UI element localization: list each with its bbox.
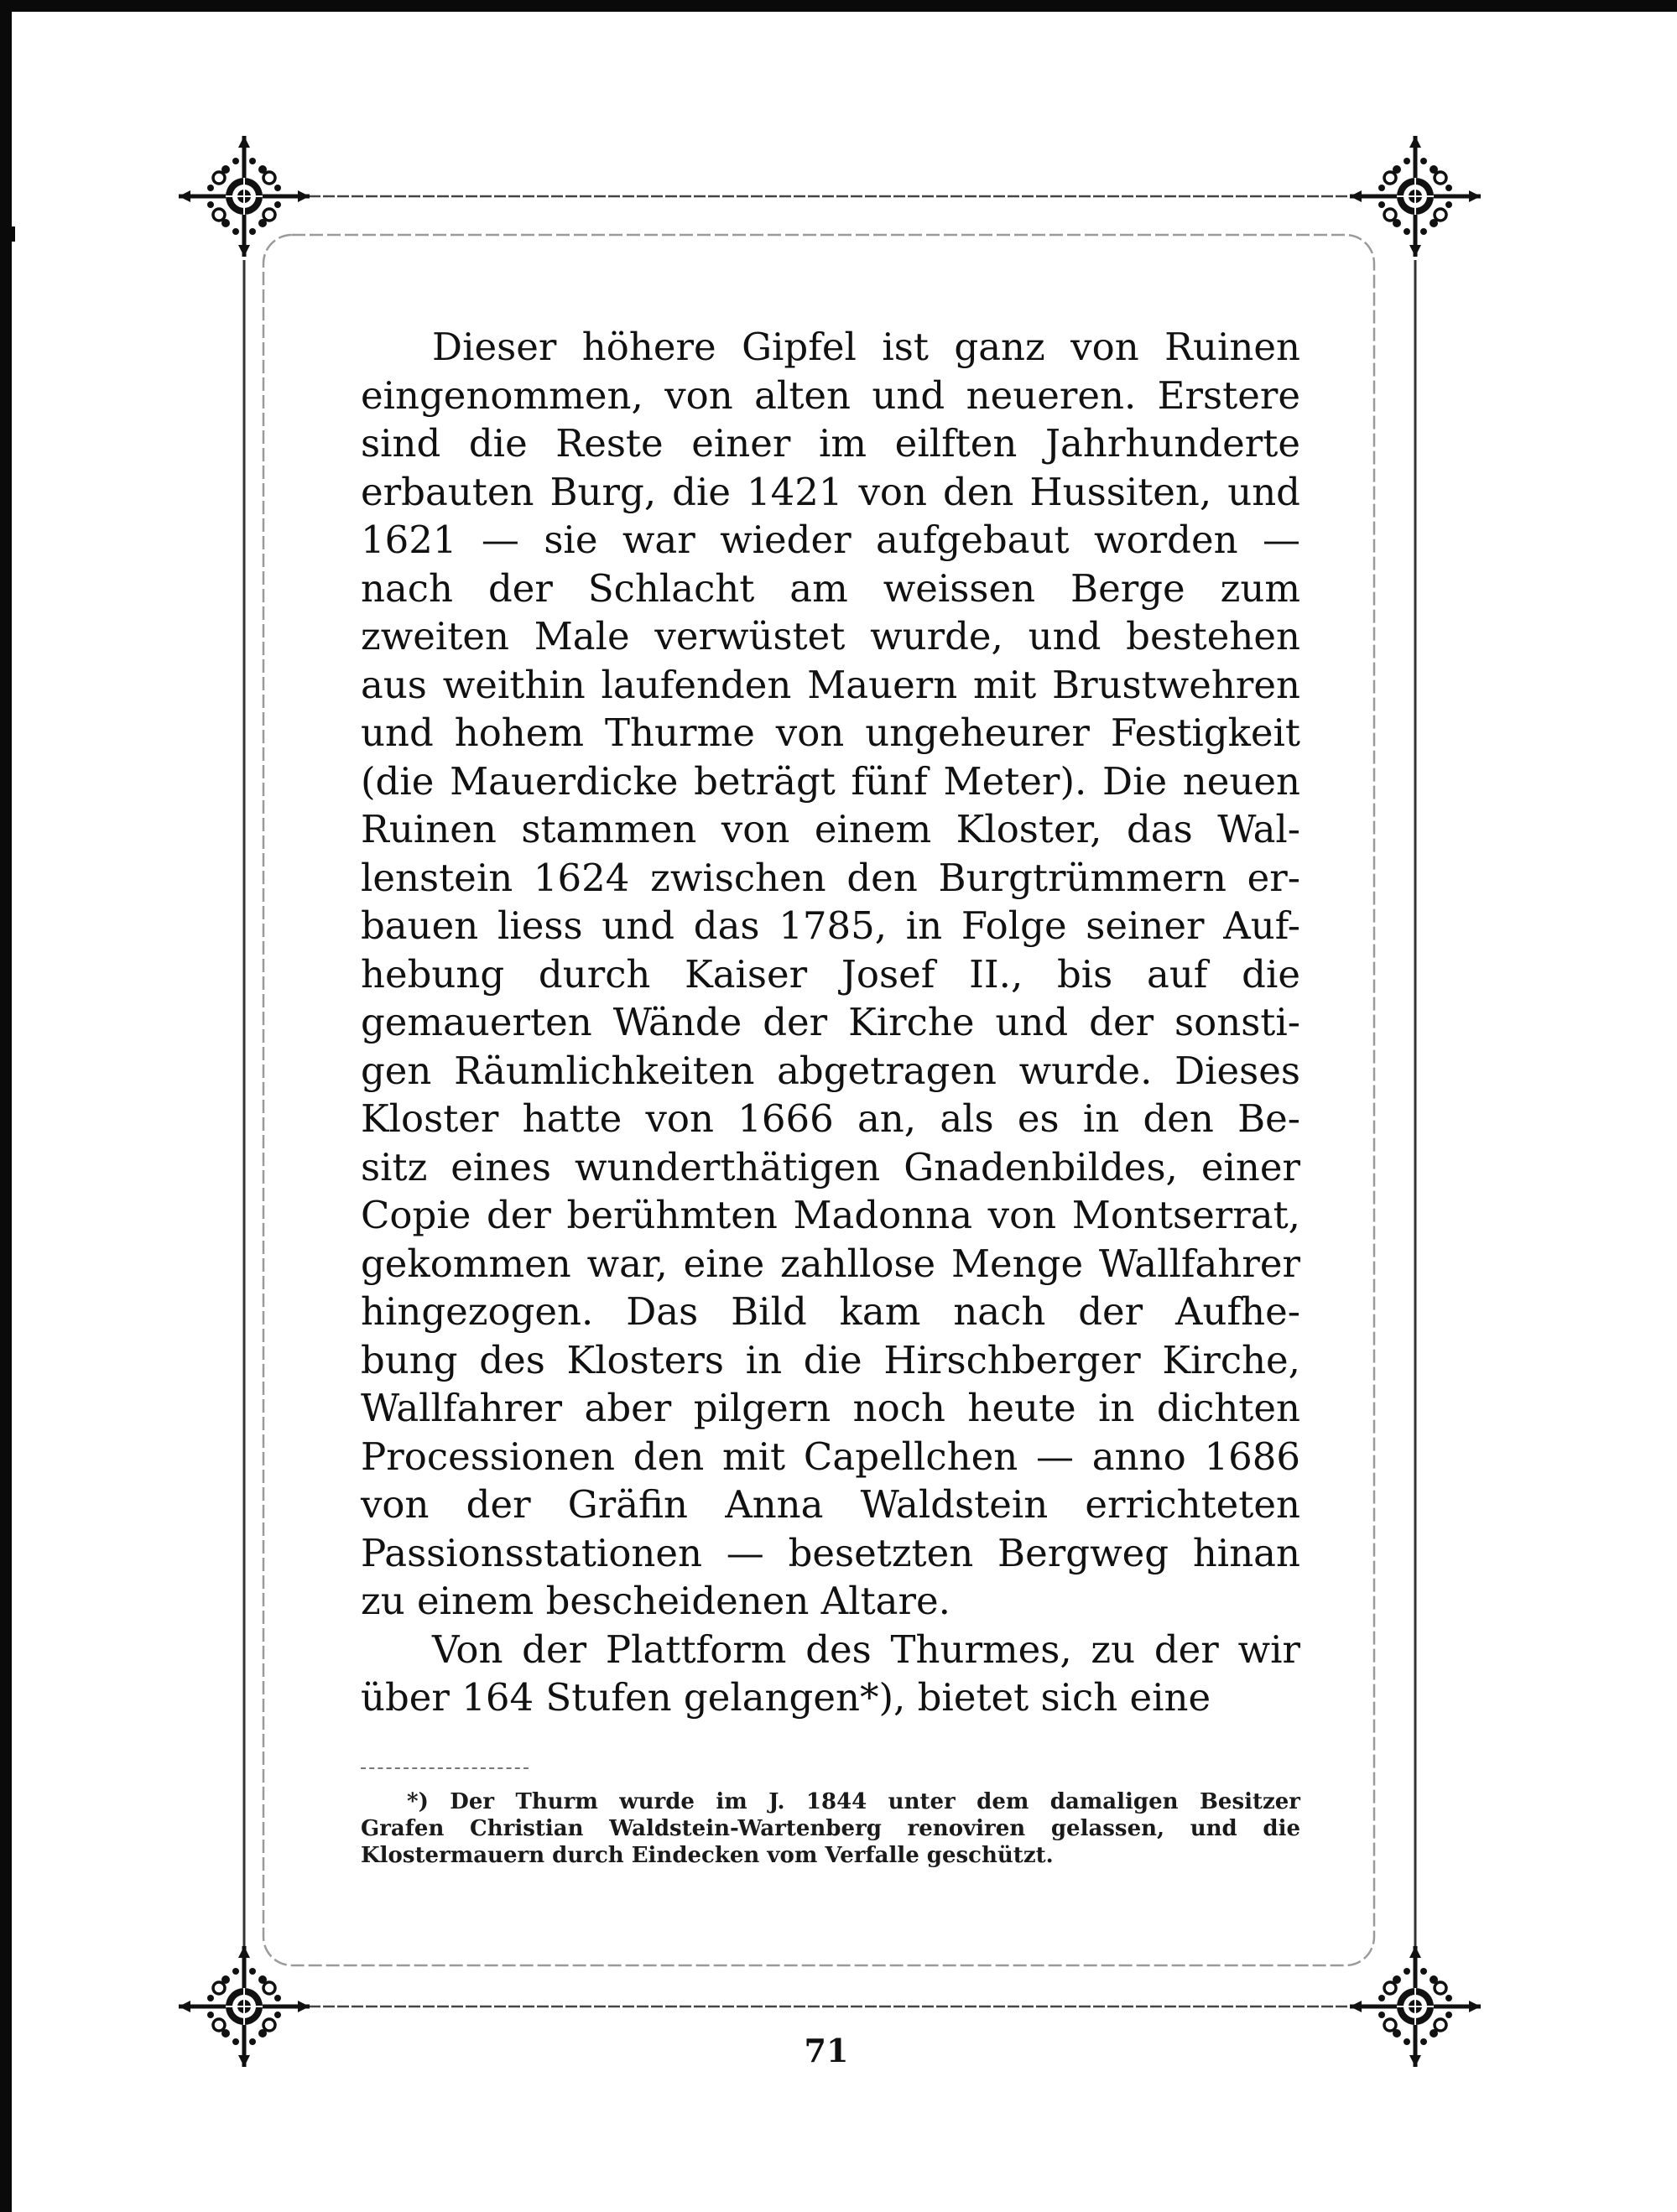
body-line: (die Mauerdicke beträgt fünf Meter). Die neuen	[361, 758, 1300, 804]
body-line: sind die Reste einer im eilften Jahrhunderte	[361, 421, 1300, 466]
body-line: gemauerten Wände der Kirche und der sonsti-	[361, 1000, 1300, 1044]
body-line: gekommen war, eine zahllose Menge Wallfahrer	[361, 1241, 1300, 1286]
body-line: zweiten Male verwüstet wurde, und bestehen	[361, 614, 1300, 658]
body-text	[361, 323, 1300, 1722]
body-line: nach der Schlacht am weissen Berge zum	[361, 565, 1300, 611]
body-line: hebung durch Kaiser Josef II., bis auf die	[361, 951, 1300, 997]
body-line: eingenommen, von alten und neueren. Erstere	[361, 372, 1300, 418]
body-line: über 164 Stufen gelangen*), bietet sich eine	[361, 1675, 1211, 1720]
body-line: Ruinen stammen von einem Kloster, das Wal-	[361, 807, 1300, 851]
body-line: bung des Klosters in die Hirschberger Kirche,	[361, 1337, 1300, 1382]
body-line: Passionsstationen — besetzten Bergweg hinan	[361, 1530, 1300, 1575]
body-line: aus weithin laufenden Mauern mit Brustwehren	[361, 662, 1300, 707]
footnote-text	[361, 1788, 1300, 1869]
body-line: Processionen den mit Capellchen — anno 1686	[361, 1434, 1300, 1479]
body-line: von der Gräfin Anna Waldstein errichteten	[361, 1482, 1300, 1527]
body-line: und hohem Thurme von ungeheurer Festigkeit	[361, 710, 1300, 755]
footnote-line: *) Der Thurm wurde im J. 1844 unter dem damaligen Besitzer	[407, 1789, 1300, 1814]
body-line: Kloster hatte von 1666 an, als es in den Be-	[361, 1096, 1300, 1141]
body-line: hingezogen. Das Bild kam nach der Aufhe-	[361, 1289, 1300, 1334]
footnote-line: Klostermauern durch Eindecken vom Verfalle geschützt.	[361, 1843, 1054, 1868]
page-number: 71	[804, 2032, 849, 2069]
body-line: bauen liess und das 1785, in Folge seiner Auf-	[361, 903, 1300, 948]
footnote-separator	[361, 1767, 529, 1769]
body-line: gen Räumlichkeiten abgetragen wurde. Dieses	[361, 1048, 1300, 1093]
body-line: zu einem bescheidenen Altare.	[361, 1579, 950, 1623]
body-line: sitz eines wunderthätigen Gnadenbildes, einer	[361, 1144, 1300, 1189]
body-line: 1621 — sie war wieder aufgebaut worden —	[361, 518, 1300, 562]
body-line: Von der Plattform des Thurmes, zu der wir	[432, 1626, 1300, 1672]
body-line: Copie der berühmten Madonna von Montserrat,	[361, 1193, 1300, 1237]
body-line: Wallfahrer aber pilgern noch heute in dichten	[361, 1386, 1300, 1430]
footnote-line: Grafen Christian Waldstein-Wartenberg renoviren gelassen, und die	[361, 1816, 1300, 1841]
body-line: Dieser höhere Gipfel ist ganz von Ruinen	[432, 325, 1300, 369]
body-line: erbauten Burg, die 1421 von den Hussiten, und	[361, 469, 1300, 514]
body-line: lenstein 1624 zwischen den Burgtrümmern er-	[361, 855, 1300, 900]
